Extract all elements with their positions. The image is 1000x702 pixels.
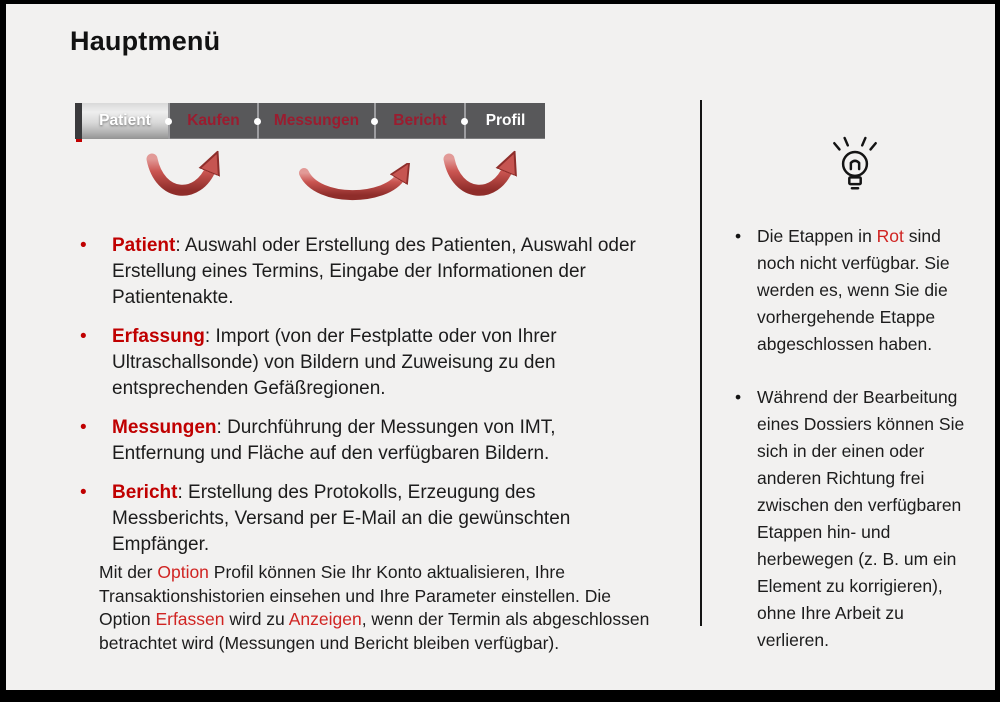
list-item: [72, 233, 647, 311]
main-menu-bar: [75, 103, 545, 139]
menu-bar-red-tick: [76, 139, 82, 142]
bullet-text: : Auswahl oder Erstellung des Patienten, Auswahl oder Erstellung eines Termins, Eingabe der Informationen der Patientenakte.: [112, 235, 636, 308]
menu-tab-label: Profil: [485, 112, 526, 129]
menu-tab-bericht: [374, 103, 464, 139]
tips-list: [729, 223, 981, 654]
tip-text: sind noch nicht verfügbar. Sie werden es, wenn Sie die vorhergehende Etappe abgeschlossen haben.: [757, 226, 950, 354]
bullet-keyword: Patient: [112, 235, 176, 256]
bullet-keyword: Erfassung: [112, 326, 205, 347]
list-item: [72, 415, 647, 467]
tip-text: Die Etappen in: [757, 226, 877, 246]
menu-tab-label: Bericht: [393, 112, 447, 129]
bullet-keyword: Bericht: [112, 482, 178, 503]
note-highlight: Anzeigen: [288, 609, 362, 629]
curved-arrow-icon: [292, 163, 412, 211]
list-item: [72, 480, 647, 558]
curved-arrow-icon: [140, 150, 232, 206]
option-note: [99, 561, 651, 655]
menu-tab-profil: [464, 103, 545, 139]
tip-item: [729, 223, 972, 358]
list-item: [72, 324, 647, 402]
menu-descriptions: [72, 233, 647, 571]
menu-tab-label: Patient: [99, 112, 151, 129]
tip-item: [729, 384, 972, 654]
page-title: Hauptmenü: [70, 26, 221, 56]
note-text: , wenn der Termin als abgeschlossen betrachtet wird (Messungen und Bericht bleiben verfügbar).: [99, 609, 650, 653]
menu-tab-messungen: [257, 103, 374, 139]
menu-tab-kaufen: [168, 103, 257, 139]
curved-arrow-icon: [437, 150, 529, 206]
menu-tab-patient: [82, 103, 168, 139]
note-highlight: Option: [157, 562, 209, 582]
bullet-text: : Import (von der Festplatte oder von Ihrer Ultraschallsonde) von Bildern und Zuweisung zu den entsprechenden Gefäßregionen.: [112, 326, 557, 399]
note-highlight: Erfassen: [155, 609, 225, 629]
bullet-text: : Durchführung der Messungen von IMT, Entfernung und Fläche auf den verfügbaren Bildern.: [112, 417, 556, 464]
note-text: Mit der: [99, 562, 158, 582]
menu-tab-label: Messungen: [273, 112, 360, 129]
menu-bar-edge: [75, 103, 82, 139]
note-text: Profil können Sie Ihr Konto aktualisieren, Ihre Transaktionshistorien einsehen und Ihre Parameter einstellen. Die Option: [99, 562, 611, 629]
bullet-text: : Erstellung des Protokolls, Erzeugung des Messberichts, Versand per E-Mail an die gewünschten Empfänger.: [112, 482, 571, 555]
lightbulb-icon: [729, 136, 981, 201]
menu-tab-label: Kaufen: [187, 112, 240, 129]
tip-highlight: Rot: [876, 226, 904, 246]
vertical-divider: [700, 100, 702, 626]
tips-panel: [729, 136, 981, 680]
tip-text: Während der Bearbeitung eines Dossiers können Sie sich in der einen oder anderen Richtung frei zwischen den verfügbaren Etappen hin- und herbewegen (z. B. um ein Element zu korrigieren), ohne Ihre Arbeit zu verlieren.: [757, 387, 965, 650]
bullet-keyword: Messungen: [112, 417, 217, 438]
note-text: wird zu: [224, 609, 289, 629]
